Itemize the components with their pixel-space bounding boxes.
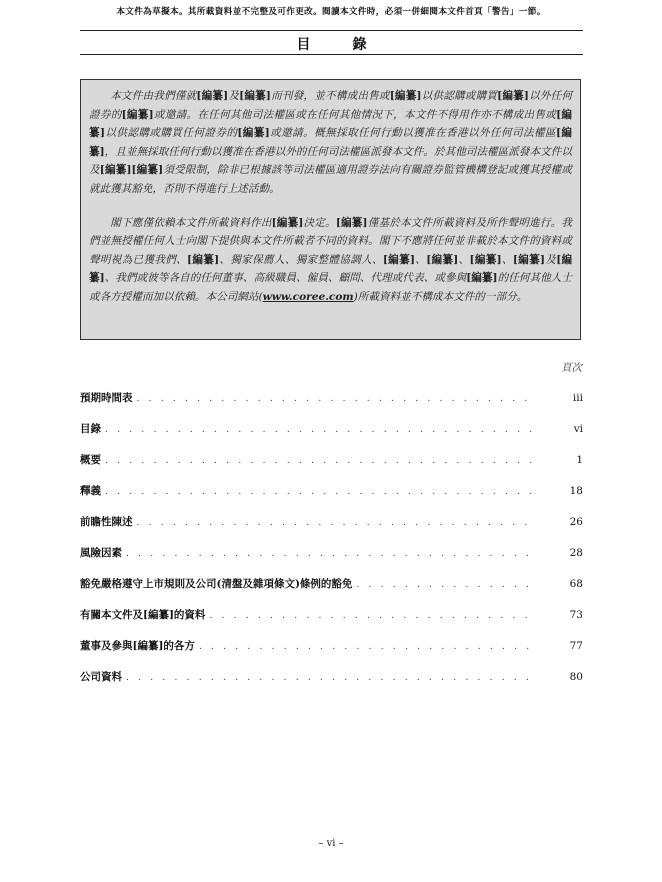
notice-paragraph-2: 閣下應僅依賴本文件所載資料作出[編纂]決定。[編纂]僅基於本文件所載資料及所作聲明進行。我們並無授權任何人士向閣下提供與本文件所載者不同的資料。閣下不應將任何並非載於本文件的資料或聲明視為已獲我們、[編纂]、獨家保薦人、獨家整體協調人、[編纂]、[編纂]、[編纂]、[編纂]及[編纂]、我們或彼等各自的任何董事、高級職員、僱員、顧問、代理或代表、或參與[編纂]的任何其他人士或各方授權而加以依賴。本公司網站(www.coree.com)所載資料並不構成本文件的一部分。 (89, 216, 573, 303)
toc-entry-title: 預期時間表 (80, 392, 133, 404)
toc-entry-title: 風險因素 (80, 547, 122, 559)
toc-leader-dots (126, 673, 535, 683)
toc-leader-dots (209, 611, 535, 621)
title-top-rule (80, 30, 583, 31)
toc-leader-dots (105, 425, 535, 435)
toc-entry-risk-factors[interactable] (80, 545, 583, 576)
toc-entry-page: 68 (569, 578, 583, 590)
toc-leader-dots (356, 580, 535, 590)
toc-entry-definitions[interactable] (80, 483, 583, 514)
toc-entry-page: 77 (569, 640, 583, 652)
title-bottom-rule (80, 54, 583, 55)
toc-entry-title: 目錄 (80, 423, 101, 435)
toc-entry-summary[interactable] (80, 452, 583, 483)
toc-entry-title: 前瞻性陳述 (80, 516, 133, 528)
toc-entry-document-information[interactable] (80, 607, 583, 638)
toc-leader-dots (105, 456, 535, 466)
draft-warning-header: 本文件為草擬本。其所載資料並不完整及可作更改。閱讀本文件時，必須一併細閱本文件首頁「警告」一節。 (116, 7, 546, 17)
toc-entry-page: 28 (569, 547, 583, 559)
page-number-footer: – vi – (318, 838, 344, 849)
toc-entry-page: iii (572, 392, 583, 404)
toc-entry-waivers[interactable] (80, 576, 583, 607)
toc-entry-title: 概要 (80, 454, 101, 466)
toc-entry-title: 豁免嚴格遵守上市規則及公司(清盤及雜項條文)條例的豁免 (80, 578, 353, 590)
page-title: 目 錄 (296, 37, 381, 53)
toc-leader-dots (126, 549, 535, 559)
toc-entry-page: 18 (569, 485, 583, 497)
toc-leader-dots (137, 394, 536, 404)
company-website-link[interactable]: www.coree.com (262, 290, 354, 303)
toc-leader-dots (137, 518, 536, 528)
toc-entry-title: 公司資料 (80, 671, 122, 683)
toc-entry-page: 1 (576, 454, 583, 466)
toc-entry-page: vi (573, 423, 583, 435)
toc-entry-title: 董事及參與[編纂]的各方 (80, 640, 195, 652)
page-column-label: 頁次 (561, 362, 582, 374)
notice-box (80, 79, 581, 340)
toc-entry-directors-and-parties[interactable] (80, 638, 583, 669)
toc-entry-expected-timetable[interactable] (80, 390, 583, 421)
toc-entry-contents[interactable] (80, 421, 583, 452)
toc-entry-page: 26 (569, 516, 583, 528)
table-of-contents (80, 390, 583, 700)
notice-paragraph-1: 本文件由我們僅就[編纂]及[編纂]而刊發，並不構成出售或[編纂]以供認購或購買[編纂]以外任何證券的[編纂]或邀請。在任何其他司法權區或在任何其他情況下，本文件不得用作亦不構成出售或[編纂]以供認購或購買任何證券的[編纂]或邀請。概無採取任何行動以獲准在香港以外任何司法權區[編纂]，且並無採取任何行動以獲准在香港以外的任何司法權區派發本文件。於其他司法權區派發本文件以及[編纂][編纂]須受限制，除非已根據該等司法權區適用證券法向有關證券監管機構登記或獲其授權或就此獲其豁免，否則不得進行上述活動。 (89, 90, 573, 195)
toc-entry-page: 80 (569, 671, 583, 683)
toc-leader-dots (105, 487, 535, 497)
toc-entry-page: 73 (569, 609, 583, 621)
toc-entry-title: 有關本文件及[編纂]的資料 (80, 609, 206, 621)
toc-entry-forward-looking-statements[interactable] (80, 514, 583, 545)
toc-entry-corporate-information[interactable] (80, 669, 583, 700)
toc-entry-title: 釋義 (80, 485, 101, 497)
toc-leader-dots (199, 642, 535, 652)
